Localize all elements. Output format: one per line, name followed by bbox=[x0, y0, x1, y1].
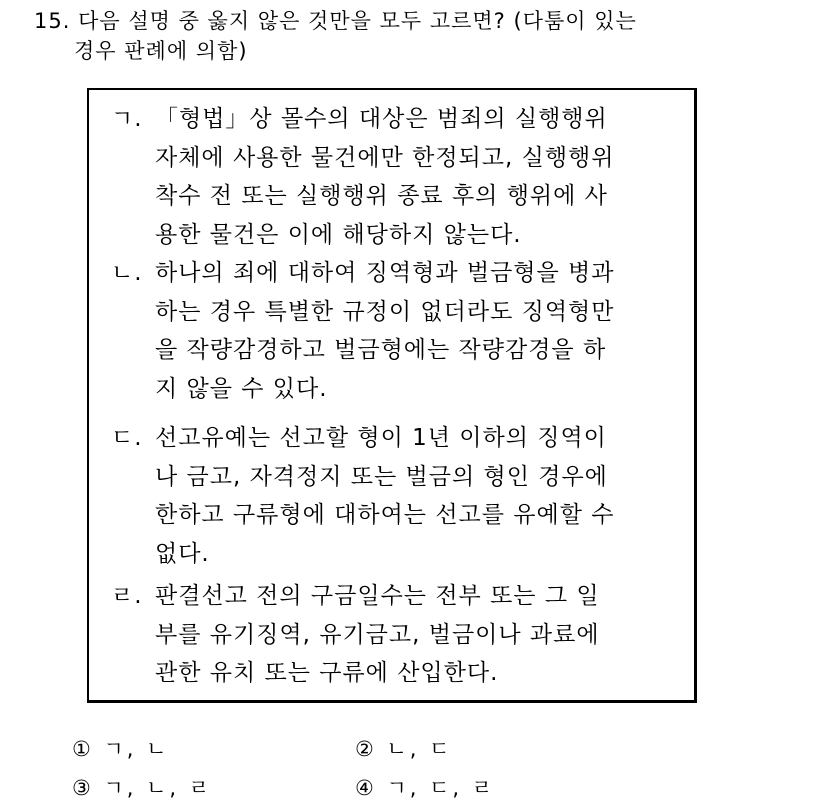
statement-digeut: ㄷ. 선고유예는 선고할 형이 1년 이하의 징역이 나 금고, 자격정지 또는 벌금의 형인 경우에 한하고 구류형에 대하여는 선고를 유예할 수 없다. bbox=[111, 419, 614, 573]
choice-4[interactable]: ④ ㄱ, ㄷ, ㄹ bbox=[355, 776, 496, 800]
statements-box bbox=[87, 88, 697, 703]
question-line-1: 15. 다음 설명 중 옳지 않은 것만을 모두 고르면? (다툼이 있는 bbox=[34, 9, 637, 33]
statement-giyeok: ㄱ. 「형법」상 몰수의 대상은 범죄의 실행행위 자체에 사용한 물건에만 한정되고, 실행행위 착수 전 또는 실행행위 종료 후의 행위에 사 용한 물건은 이에 해당하지 않는다. bbox=[111, 100, 614, 254]
statement-label: ㄷ. bbox=[111, 425, 143, 451]
question-number: 15. bbox=[34, 9, 71, 33]
statement-rieul: ㄹ. 판결선고 전의 구금일수는 전부 또는 그 일 부를 유기징역, 유기금고, 벌금이나 과료에 관한 유치 또는 구류에 산입한다. bbox=[111, 577, 600, 693]
choice-2[interactable]: ② ㄴ, ㄷ bbox=[355, 737, 453, 761]
choice-3[interactable]: ③ ㄱ, ㄴ, ㄹ bbox=[72, 776, 213, 800]
statement-nieun: ㄴ. 하나의 죄에 대하여 징역형과 벌금형을 병과 하는 경우 특별한 규정이 없더라도 징역형만 을 작량감경하고 벌금형에는 작량감경을 하 지 않을 수 있다. bbox=[111, 254, 614, 408]
choice-1[interactable]: ① ㄱ, ㄴ bbox=[72, 737, 170, 761]
question-line-2: 경우 판례에 의함) bbox=[74, 39, 248, 63]
statement-label: ㄹ. bbox=[111, 583, 143, 609]
statement-label: ㄱ. bbox=[111, 106, 143, 132]
statement-label: ㄴ. bbox=[111, 260, 143, 286]
question-stem bbox=[34, 6, 637, 66]
